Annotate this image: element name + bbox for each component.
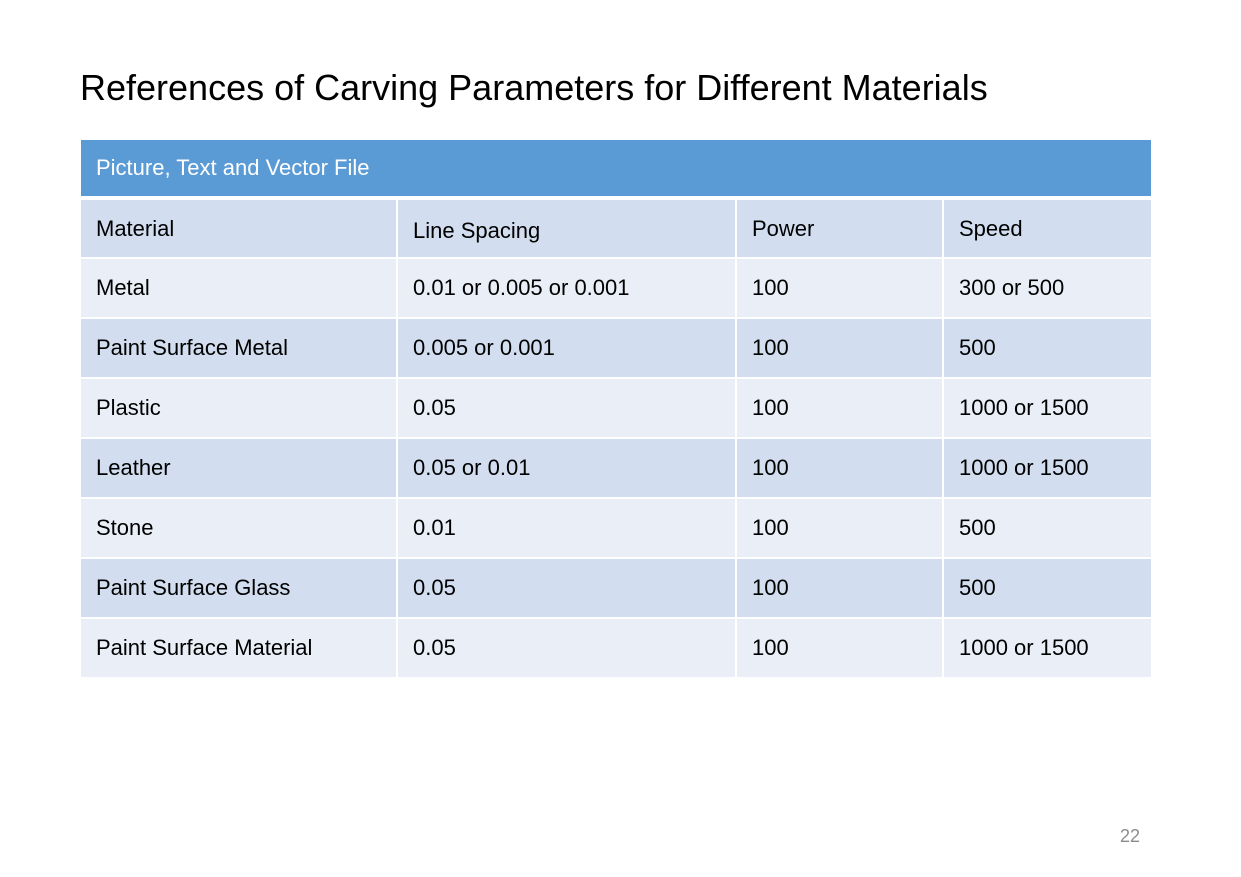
cell-speed: 500 <box>943 318 1151 378</box>
cell-line-spacing: 0.05 <box>397 558 736 618</box>
cell-speed: 1000 or 1500 <box>943 378 1151 438</box>
page-number: 22 <box>1119 826 1140 846</box>
table-row <box>81 318 1151 378</box>
header-power: Power <box>736 198 943 258</box>
cell-power: 100 <box>736 378 943 438</box>
cell-speed: 300 or 500 <box>943 258 1151 318</box>
cell-power: 100 <box>736 498 943 558</box>
cell-material: Paint Surface Material <box>81 618 397 678</box>
table-row <box>81 618 1151 678</box>
header-speed: Speed <box>943 198 1151 258</box>
cell-material: Stone <box>81 498 397 558</box>
table-row <box>81 498 1151 558</box>
cell-speed: 1000 or 1500 <box>943 618 1151 678</box>
cell-power: 100 <box>736 438 943 498</box>
cell-speed: 1000 or 1500 <box>943 438 1151 498</box>
cell-power: 100 <box>736 258 943 318</box>
table-row <box>81 258 1151 318</box>
cell-line-spacing: 0.05 <box>397 378 736 438</box>
cell-line-spacing: 0.01 <box>397 498 736 558</box>
header-material: Material <box>81 198 397 258</box>
cell-line-spacing: 0.05 or 0.01 <box>397 438 736 498</box>
cell-material: Paint Surface Glass <box>81 558 397 618</box>
cell-material: Plastic <box>81 378 397 438</box>
cell-speed: 500 <box>943 558 1151 618</box>
table-row <box>81 378 1151 438</box>
table-row <box>81 438 1151 498</box>
slide-title: References of Carving Parameters for Different Materials <box>80 67 988 108</box>
table-caption-row <box>81 140 1151 198</box>
cell-material: Metal <box>81 258 397 318</box>
table-row <box>81 558 1151 618</box>
cell-material: Paint Surface Metal <box>81 318 397 378</box>
carving-parameters-table <box>81 140 1151 679</box>
cell-power: 100 <box>736 618 943 678</box>
cell-speed: 500 <box>943 498 1151 558</box>
table-header-row <box>81 198 1151 258</box>
cell-power: 100 <box>736 558 943 618</box>
table-caption: Picture, Text and Vector File <box>81 140 1151 198</box>
cell-power: 100 <box>736 318 943 378</box>
header-line-spacing: Line Spacing <box>397 198 736 258</box>
cell-line-spacing: 0.05 <box>397 618 736 678</box>
cell-material: Leather <box>81 438 397 498</box>
cell-line-spacing: 0.01 or 0.005 or 0.001 <box>397 258 736 318</box>
cell-line-spacing: 0.005 or 0.001 <box>397 318 736 378</box>
